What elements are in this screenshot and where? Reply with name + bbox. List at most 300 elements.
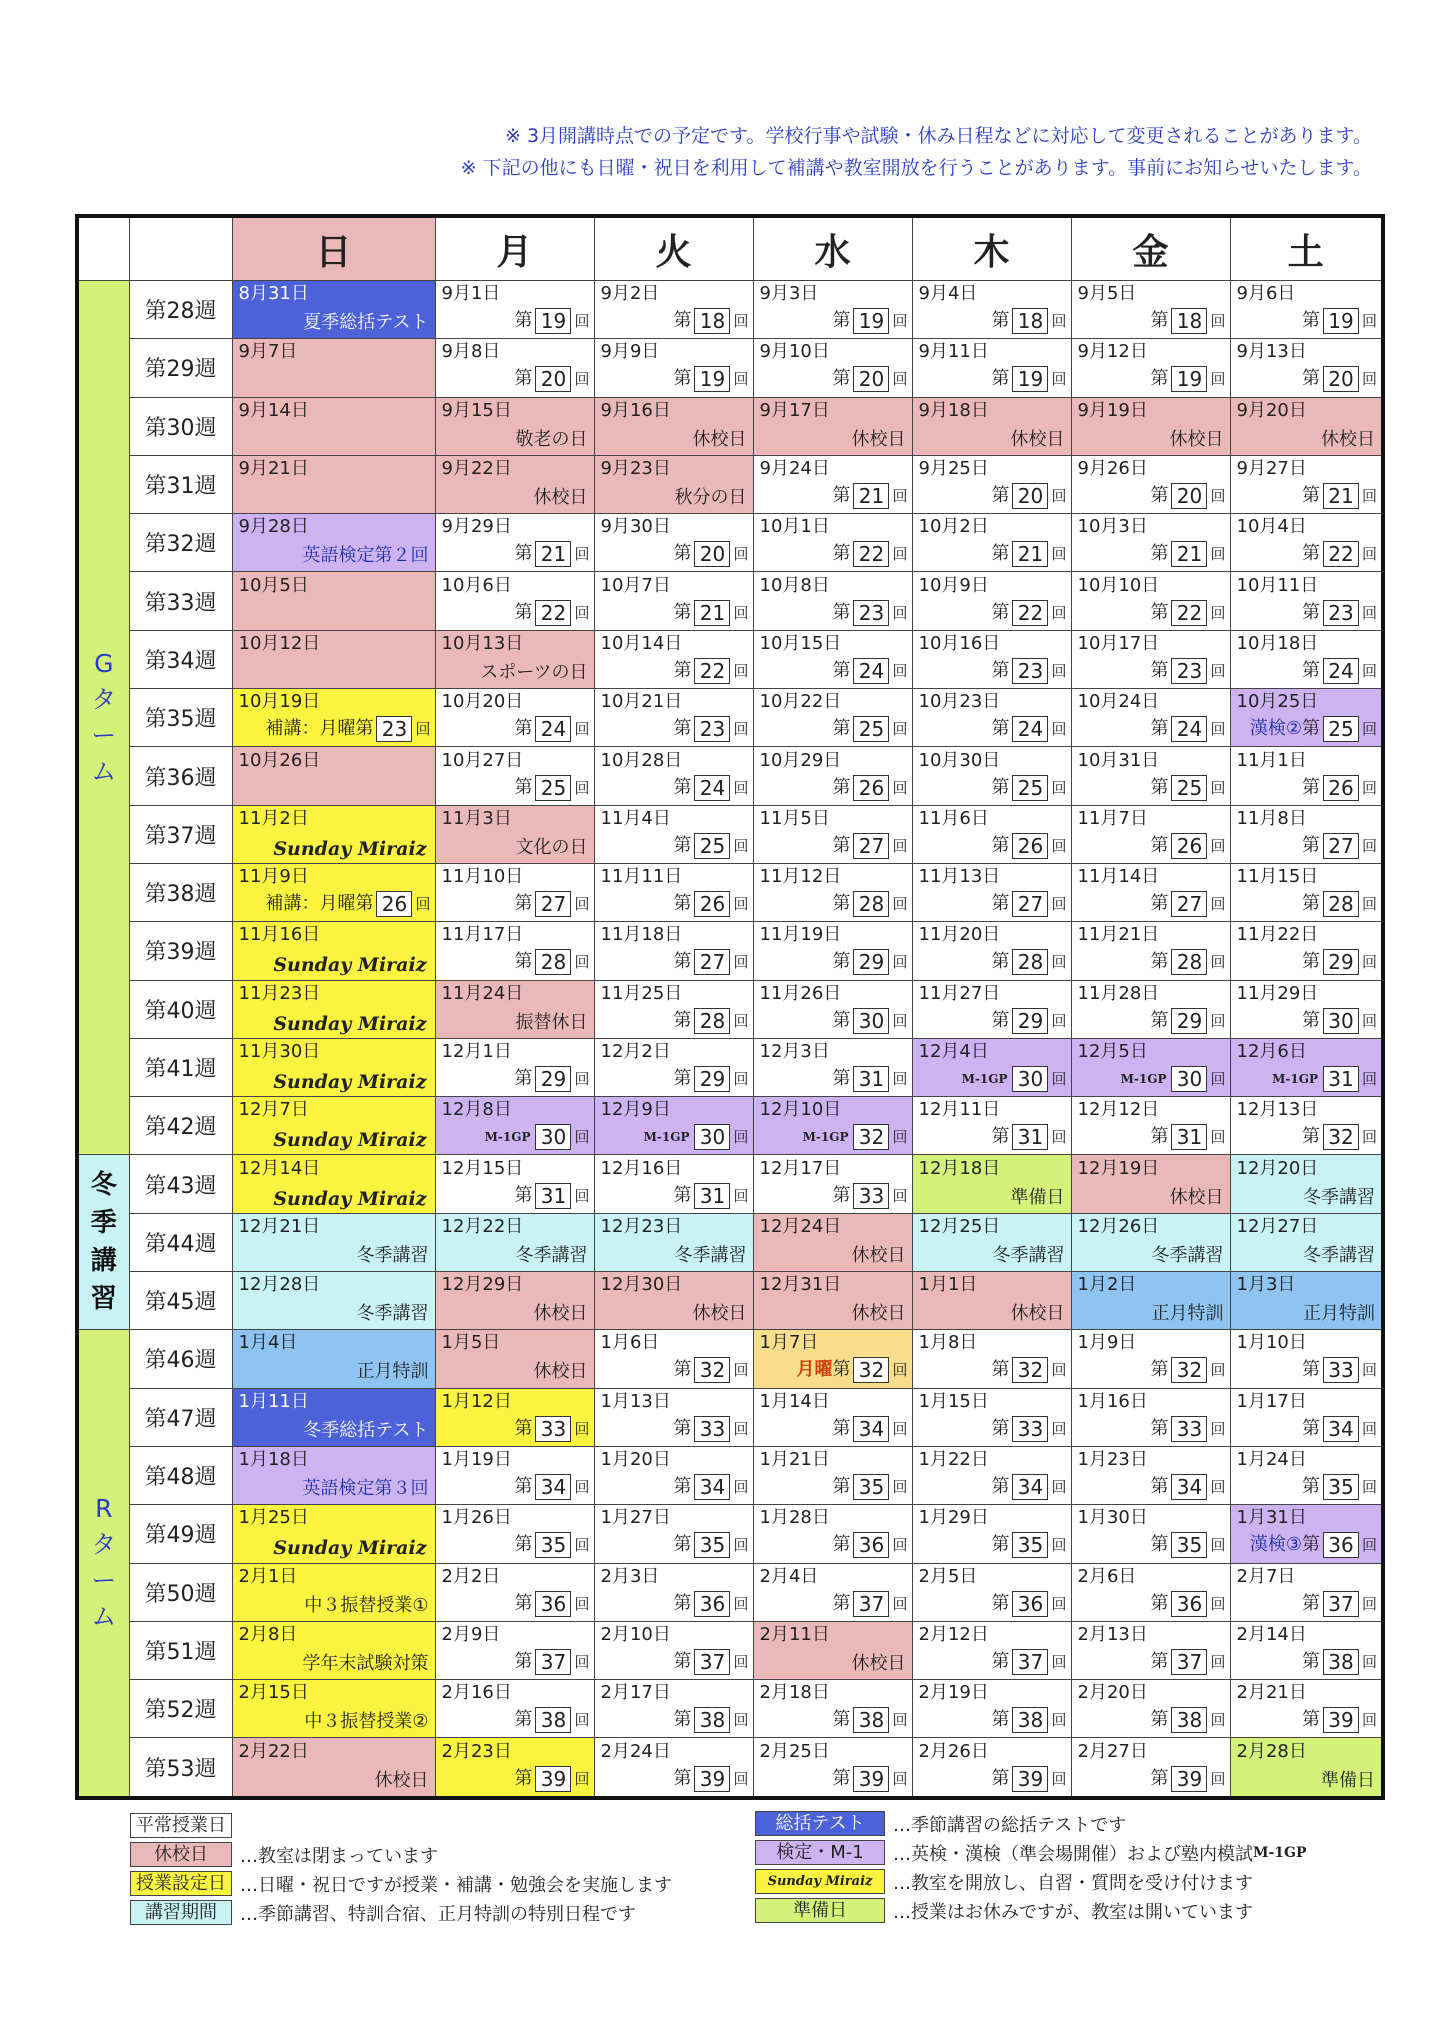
week-label: 第43週 [129, 1155, 232, 1213]
day-cell [232, 1213, 435, 1271]
no-prefix: 第 [991, 543, 1010, 565]
day-cell [435, 1213, 594, 1271]
lesson-number-group [796, 1357, 907, 1383]
day-cell [1230, 281, 1383, 339]
day-cell [232, 1097, 435, 1155]
week-label: 第29週 [129, 339, 232, 397]
cell-label: 休校日 [1010, 428, 1065, 450]
term-char: G [94, 648, 114, 678]
cell-date: 11月19日 [759, 924, 842, 946]
day-cell-inner [436, 1505, 594, 1562]
day-cell [912, 1388, 1071, 1446]
day-cell-inner [1231, 1330, 1382, 1387]
lesson-number: 24 [1012, 716, 1048, 742]
day-cell-inner [1072, 689, 1230, 746]
week-row [77, 397, 1383, 455]
cell-date: 10月5日 [238, 574, 309, 596]
cell-date: 9月22日 [441, 458, 512, 480]
cell-date: 9月25日 [918, 458, 989, 480]
day-cell [753, 397, 912, 455]
no-prefix: 第 [1301, 485, 1320, 507]
no-suffix: 回 [892, 487, 908, 506]
day-cell [435, 689, 594, 747]
cell-date: 10月21日 [600, 691, 683, 713]
cell-date: 10月27日 [441, 749, 524, 771]
lesson-number-group [485, 1124, 590, 1150]
day-cell-inner [1072, 1039, 1230, 1096]
day-cell [1071, 922, 1230, 980]
lesson-number: 27 [1171, 891, 1207, 917]
cell-date: 10月11日 [1236, 574, 1319, 596]
day-cell-inner [754, 806, 912, 863]
week-row [77, 1272, 1383, 1330]
lesson-number-group [1302, 1707, 1377, 1733]
no-prefix: 第 [514, 776, 533, 798]
no-suffix: 回 [892, 312, 908, 331]
day-cell-inner [913, 1389, 1071, 1446]
no-prefix: 第 [991, 1709, 1010, 1731]
day-cell [753, 1097, 912, 1155]
lesson-number-group [514, 775, 589, 801]
cell-date: 12月14日 [238, 1157, 321, 1179]
no-suffix: 回 [892, 1536, 908, 1555]
cell-date: 11月23日 [238, 982, 321, 1004]
no-prefix: 第 [514, 1767, 533, 1789]
day-cell-inner [595, 631, 753, 688]
week-row [77, 863, 1383, 921]
no-prefix: 第 [1150, 485, 1169, 507]
day-cell [912, 922, 1071, 980]
lesson-number-group [832, 1183, 907, 1209]
no-prefix: 第 [673, 601, 692, 623]
schedule-table [75, 214, 1385, 1800]
cell-date: 2月19日 [918, 1682, 989, 1704]
no-prefix: 第 [1150, 718, 1169, 740]
no-prefix: 第 [673, 1184, 692, 1206]
day-cell [912, 397, 1071, 455]
day-cell-inner [1231, 1039, 1382, 1096]
cell-date: 10月26日 [238, 749, 321, 771]
legend-swatch: 授業設定日 [130, 1871, 232, 1896]
week-row [77, 1563, 1383, 1621]
lesson-number-group [1302, 891, 1377, 917]
cell-date: 12月25日 [918, 1215, 1001, 1237]
no-suffix: 回 [1361, 1652, 1377, 1671]
cell-date: 2月3日 [600, 1565, 660, 1587]
no-prefix: 第 [1301, 310, 1320, 332]
cell-date: 9月17日 [759, 399, 830, 421]
no-suffix: 回 [1051, 1361, 1067, 1380]
lesson-number: 28 [853, 891, 889, 917]
lesson-number-group [514, 1591, 589, 1617]
day-cell-inner [913, 981, 1071, 1038]
cell-date: 11月4日 [600, 807, 671, 829]
cell-date: 10月12日 [238, 632, 321, 654]
no-prefix: 第 [673, 1009, 692, 1031]
no-prefix: 第 [1150, 1126, 1169, 1148]
legend-desc: …季節講習の総括テストです [893, 1814, 1127, 1836]
no-suffix: 回 [733, 1070, 749, 1088]
day-cell [232, 572, 435, 630]
sunday-miraiz-label: Sunday Miraiz [273, 1129, 427, 1152]
no-suffix: 回 [892, 1419, 908, 1438]
cell-label: 敬老の日 [515, 428, 588, 450]
day-cell [232, 1738, 435, 1798]
week-row [77, 805, 1383, 863]
lesson-number: 20 [535, 366, 571, 392]
day-cell [435, 1738, 594, 1798]
no-prefix: 第 [673, 1417, 692, 1439]
lesson-number: 22 [853, 541, 889, 567]
day-cell [1071, 689, 1230, 747]
no-suffix: 回 [1210, 1769, 1226, 1788]
day-cell [1230, 1680, 1383, 1738]
day-cell-inner [436, 1680, 594, 1737]
no-suffix: 回 [1210, 1478, 1226, 1497]
day-cell [232, 1505, 435, 1563]
no-suffix: 回 [733, 895, 749, 914]
lesson-number-group [1150, 658, 1225, 684]
cell-date: 2月21日 [1236, 1682, 1307, 1704]
day-cell-inner [754, 281, 912, 338]
cell-date: 2月23日 [441, 1740, 512, 1762]
lesson-number: 34 [1012, 1474, 1048, 1500]
day-cell [594, 397, 753, 455]
lesson-number: 18 [1171, 308, 1207, 334]
day-cell [912, 1097, 1071, 1155]
lesson-number-group [832, 1416, 907, 1442]
day-cell-inner [595, 1622, 753, 1679]
cell-date: 2月17日 [600, 1682, 671, 1704]
day-cell [1230, 1155, 1383, 1213]
day-cell [912, 689, 1071, 747]
lesson-number: 29 [1323, 949, 1359, 975]
notes [461, 120, 1372, 184]
day-cell-inner [913, 748, 1071, 805]
lesson-number-group [514, 1707, 589, 1733]
lesson-number-group [832, 891, 907, 917]
day-cell-inner [595, 981, 753, 1038]
day-cell-inner [913, 864, 1071, 921]
cell-date: 1月8日 [918, 1332, 978, 1354]
lesson-number: 19 [853, 308, 889, 334]
cell-date: 12月21日 [238, 1215, 321, 1237]
sunday-miraiz-label: Sunday Miraiz [273, 837, 427, 860]
no-prefix: 第 [991, 1126, 1010, 1148]
lesson-number-group [673, 366, 748, 392]
no-suffix: 回 [733, 1652, 749, 1671]
lesson-number-group [1250, 1532, 1377, 1558]
day-cell-inner [1072, 1447, 1230, 1504]
no-prefix: 第 [1301, 834, 1320, 856]
cell-label: 休校日 [851, 1244, 906, 1266]
lesson-number: 28 [1323, 891, 1359, 917]
day-cell [1071, 1213, 1230, 1271]
day-cell-inner [754, 748, 912, 805]
day-cell [435, 1038, 594, 1096]
day-cell-inner [595, 456, 753, 513]
lesson-number-group [1302, 1649, 1377, 1675]
no-suffix: 回 [733, 1769, 749, 1788]
day-cell [912, 630, 1071, 688]
lesson-number-group [1302, 833, 1377, 859]
cell-date: 1月7日 [759, 1332, 819, 1354]
day-cell-inner [754, 456, 912, 513]
lesson-number-group [1150, 483, 1225, 509]
no-prefix: 第 [1150, 1709, 1169, 1731]
day-cell [753, 1388, 912, 1446]
no-suffix: 回 [1051, 1536, 1067, 1555]
cell-date: 10月19日 [238, 691, 321, 713]
lesson-number-group [673, 1474, 748, 1500]
lesson-number: 39 [535, 1766, 571, 1792]
cell-date: 12月28日 [238, 1274, 321, 1296]
cell-date: 2月11日 [759, 1623, 830, 1645]
cell-date: 9月12日 [1077, 341, 1148, 363]
no-suffix: 回 [892, 1070, 908, 1088]
day-cell [232, 630, 435, 688]
no-suffix: 回 [574, 1070, 590, 1088]
cell-label: 冬季講習 [1151, 1244, 1224, 1266]
lesson-number-group [832, 658, 907, 684]
day-cell [435, 1563, 594, 1621]
no-prefix: 第 [1150, 601, 1169, 623]
day-cell [753, 805, 912, 863]
no-prefix: 第 [673, 1709, 692, 1731]
cell-date: 12月1日 [441, 1041, 512, 1062]
day-cell [1071, 1097, 1230, 1155]
lesson-number: 23 [1171, 658, 1207, 684]
lesson-number-group [673, 1183, 748, 1209]
lesson-number: 21 [694, 600, 730, 626]
cell-date: 9月15日 [441, 399, 512, 421]
day-cell-inner [913, 1622, 1071, 1679]
day-cell-inner [913, 456, 1071, 513]
cell-date: 10月23日 [918, 691, 1001, 713]
no-prefix: 第 [1150, 1767, 1169, 1789]
lesson-number: 30 [535, 1124, 571, 1150]
no-prefix: 第 [514, 718, 533, 740]
week-row [77, 1330, 1383, 1388]
day-cell-inner [436, 1330, 594, 1387]
day-cell-inner [913, 1447, 1071, 1504]
cell-label: 休校日 [851, 1652, 906, 1674]
no-prefix: 第 [514, 1476, 533, 1498]
day-cell-inner [1231, 864, 1382, 921]
week-row [77, 747, 1383, 805]
lesson-number-group [673, 1357, 748, 1383]
cell-date: 11月6日 [918, 807, 989, 829]
week-row [77, 1155, 1383, 1213]
day-cell [435, 397, 594, 455]
week-label: 第32週 [129, 514, 232, 572]
no-suffix: 回 [1051, 836, 1067, 855]
lesson-number: 31 [1323, 1066, 1359, 1092]
day-cell [1230, 805, 1383, 863]
week-label: 第42週 [129, 1097, 232, 1155]
legend-item [130, 1812, 240, 1839]
day-cell-inner [233, 1097, 435, 1154]
day-cell-inner [754, 1680, 912, 1737]
week-row [77, 1097, 1383, 1155]
day-cell-inner [1231, 631, 1382, 688]
no-suffix: 回 [1361, 778, 1377, 797]
day-cell-inner [436, 1272, 594, 1329]
lesson-number-group [1150, 1357, 1225, 1383]
no-prefix: 第 [832, 1009, 851, 1031]
day-cell-inner [1072, 1156, 1230, 1213]
no-prefix: 第 [514, 1184, 533, 1206]
cell-date: 1月5日 [441, 1332, 501, 1354]
no-suffix: 回 [1210, 778, 1226, 797]
cell-date: 9月10日 [759, 341, 830, 363]
day-cell-inner [233, 1156, 435, 1213]
legend-swatch: 準備日 [755, 1898, 885, 1923]
day-cell [753, 747, 912, 805]
no-prefix: 第 [514, 951, 533, 973]
lesson-number-group [991, 949, 1066, 975]
lesson-number-group [991, 1416, 1066, 1442]
cell-date: 12月31日 [759, 1274, 842, 1296]
cell-label: 冬季講習 [1303, 1186, 1375, 1208]
cell-date: 12月11日 [918, 1099, 1001, 1121]
day-cell-inner [1231, 1739, 1382, 1796]
no-suffix: 回 [1361, 1128, 1377, 1147]
cell-date: 9月3日 [759, 283, 819, 305]
day-cell-inner [595, 1097, 753, 1154]
cell-date: 1月3日 [1236, 1274, 1296, 1296]
no-suffix: 回 [574, 778, 590, 797]
cell-date: 2月25日 [759, 1740, 830, 1762]
lesson-number-group [832, 1066, 907, 1092]
cell-date: 9月24日 [759, 458, 830, 480]
day-cell [435, 922, 594, 980]
lesson-number: 20 [1323, 366, 1359, 392]
day-cell [435, 1330, 594, 1388]
cell-date: 9月27日 [1236, 458, 1307, 480]
day-cell [753, 689, 912, 747]
day-cell-inner [1072, 748, 1230, 805]
cell-date: 2月15日 [238, 1682, 309, 1704]
day-cell [753, 1621, 912, 1679]
day-cell-inner [233, 1680, 435, 1737]
week-label: 第35週 [129, 689, 232, 747]
lesson-number-group [514, 949, 589, 975]
day-cell [753, 630, 912, 688]
week-row [77, 1738, 1383, 1798]
lesson-number-group [514, 1532, 589, 1558]
no-suffix: 回 [415, 720, 431, 739]
lesson-number-group [1150, 1124, 1225, 1150]
lesson-number: 26 [1012, 833, 1048, 859]
no-suffix: 回 [892, 1594, 908, 1613]
legend-item [755, 1897, 1253, 1924]
no-suffix: 回 [892, 1011, 908, 1030]
day-cell-inner [436, 514, 594, 571]
cell-date: 11月16日 [238, 924, 321, 946]
cell-date: 11月5日 [759, 807, 830, 829]
no-suffix: 回 [1361, 1361, 1377, 1380]
day-cell [594, 1738, 753, 1798]
lesson-number: 37 [1323, 1591, 1359, 1617]
lesson-number-group [991, 1649, 1066, 1675]
day-cell-inner [754, 514, 912, 571]
day-cell [435, 980, 594, 1038]
week-label: 第33週 [129, 572, 232, 630]
lesson-number-group [832, 483, 907, 509]
day-cell-inner [1072, 1272, 1230, 1329]
lesson-number: 22 [1323, 541, 1359, 567]
lesson-number-group [1302, 1591, 1377, 1617]
day-cell [753, 572, 912, 630]
day-cell [594, 805, 753, 863]
no-suffix: 回 [733, 1536, 749, 1555]
day-cell-inner [233, 281, 435, 338]
no-suffix: 回 [1051, 370, 1067, 389]
day-cell [1071, 572, 1230, 630]
day-cell-inner [595, 1680, 753, 1737]
day-cell [435, 805, 594, 863]
cell-date: 2月5日 [918, 1565, 978, 1587]
cell-date: 1月27日 [600, 1507, 671, 1529]
lesson-number-group [1150, 716, 1225, 742]
lesson-number-group [673, 1008, 748, 1034]
lesson-number: 38 [1012, 1707, 1048, 1733]
day-cell [1071, 514, 1230, 572]
day-cell [1071, 747, 1230, 805]
no-suffix: 回 [1361, 836, 1377, 855]
day-cell [1230, 455, 1383, 513]
lesson-number: 25 [1171, 775, 1207, 801]
no-suffix: 回 [574, 720, 590, 739]
cell-date: 12月8日 [441, 1099, 512, 1121]
cell-date: 1月2日 [1077, 1274, 1137, 1296]
lesson-number-group [991, 658, 1066, 684]
cell-label: 正月特訓 [1303, 1303, 1375, 1325]
cell-date: 11月18日 [600, 924, 683, 946]
week-label: 第44週 [129, 1213, 232, 1271]
legend-swatch: Sunday Miraiz [755, 1869, 885, 1894]
cell-date: 2月8日 [238, 1623, 298, 1645]
day-cell-inner [436, 1214, 594, 1271]
cell-date: 12月5日 [1077, 1041, 1148, 1062]
cell-date: 1月20日 [600, 1449, 671, 1471]
no-prefix: 第 [991, 1650, 1010, 1672]
day-cell [232, 805, 435, 863]
day-cell-inner [1231, 689, 1382, 746]
no-suffix: 回 [1361, 953, 1377, 972]
day-cell [1071, 1738, 1230, 1798]
no-suffix: 回 [1210, 1711, 1226, 1730]
day-cell [912, 514, 1071, 572]
no-suffix: 回 [892, 895, 908, 914]
day-cell-inner [233, 922, 435, 979]
legend-item [755, 1839, 1309, 1866]
lesson-number-group [1150, 1766, 1225, 1792]
cell-date: 11月25日 [600, 982, 683, 1004]
cell-date: 9月21日 [238, 458, 309, 480]
day-header: 火 [594, 216, 753, 281]
note-line-1: ※ 3月開講時点での予定です。学校行事や試験・休み日程などに対応して変更されることがあります。 [504, 125, 1372, 147]
no-prefix: 第 [1301, 893, 1320, 915]
day-cell [753, 1213, 912, 1271]
day-cell [594, 1505, 753, 1563]
cell-date: 1月22日 [918, 1449, 989, 1471]
lesson-number-group [832, 366, 907, 392]
lesson-number-group [1272, 1066, 1377, 1092]
day-cell [232, 1038, 435, 1096]
day-cell-inner [595, 281, 753, 338]
